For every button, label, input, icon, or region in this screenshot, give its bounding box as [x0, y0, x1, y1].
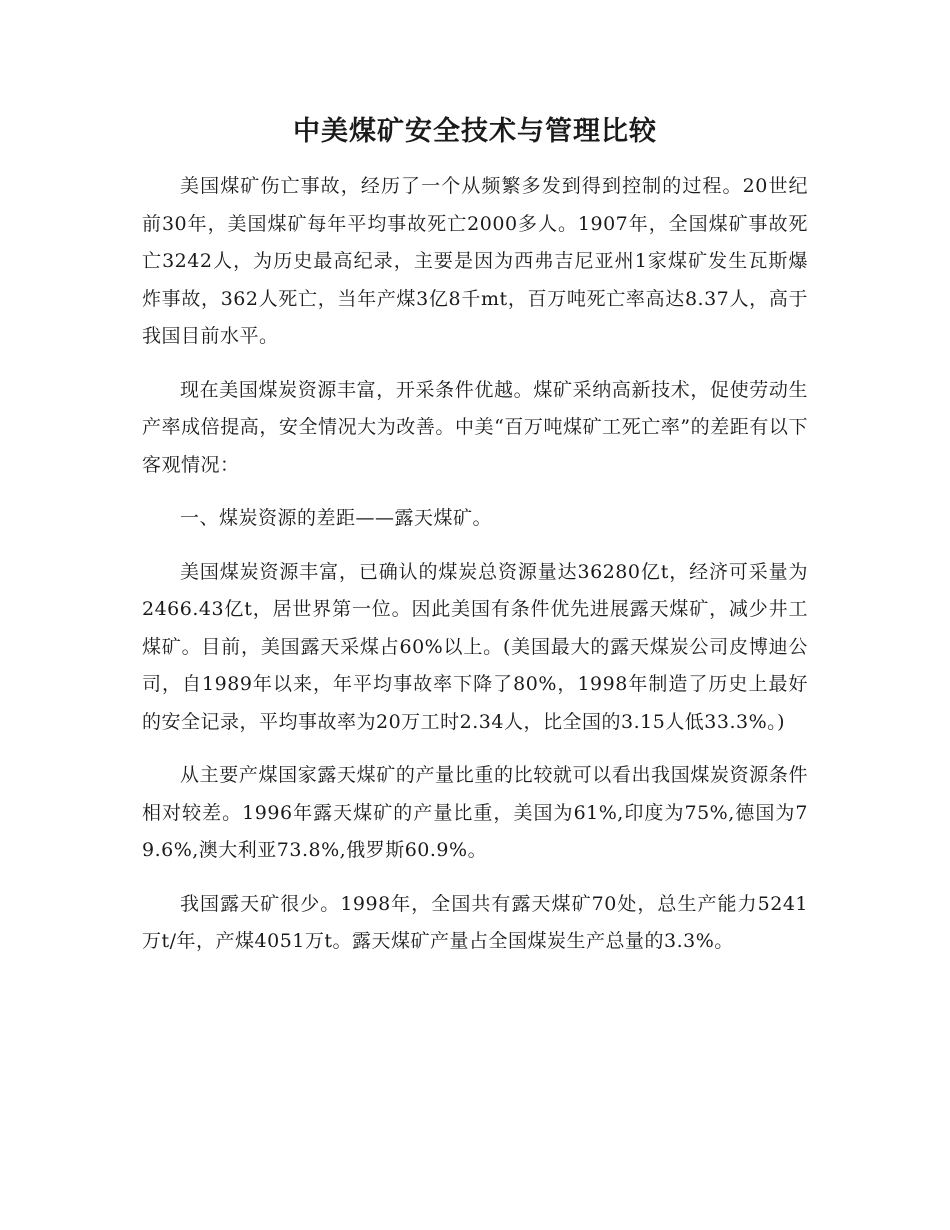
paragraph-us-accident-history: 美国煤矿伤亡事故，经历了一个从频繁多发到得到控制的过程。20世纪前30年，美国煤矿每年平均事故死亡2000多人。1907年，全国煤矿事故死亡3242人，为历史最高纪录，主要是因为西弗吉尼亚州1家煤矿发生瓦斯爆炸事故，362人死亡，当年产煤3亿8千mt，百万吨死亡率高达8.37人，高于我国目前水平。: [142, 175, 808, 347]
document-title: 中美煤矿安全技术与管理比较: [293, 116, 657, 147]
paragraph-china-open-pit: 我国露天矿很少。1998年，全国共有露天煤矿70处，总生产能力5241万t/年，产煤4051万t。露天煤矿产量占全国煤炭生产总量的3.3%。: [142, 892, 808, 952]
document-body: [142, 168, 808, 977]
section-heading-resource-gap: 一、煤炭资源的差距——露天煤矿。: [180, 507, 493, 529]
paragraph-us-coal-resources: 美国煤炭资源丰富，已确认的煤炭总资源量达36280亿t，经济可采量为2466.43亿t，居世界第一位。因此美国有条件优先进展露天煤矿，减少井工煤矿。目前，美国露天采煤占60%以上。(美国最大的露天煤炭公司皮博迪公司，自1989年以来，年平均事故率下降了80%，1998年制造了历史上最好的安全记录，平均事故率为20万工时2.34人，比全国的3.15人低33.3%。): [142, 560, 808, 733]
paragraph-current-situation: 现在美国煤炭资源丰富，开采条件优越。煤矿采纳高新技术，促使劳动生产率成倍提高，安全情况大为改善。中美“百万吨煤矿工死亡率”的差距有以下客观情况：: [142, 378, 808, 476]
paragraph-open-pit-comparison: 从主要产煤国家露天煤矿的产量比重的比较就可以看出我国煤炭资源条件相对较差。1996年露天煤矿的产量比重，美国为61%,印度为75%,德国为79.6%,澳大利亚73.8%,俄罗斯60.9%。: [142, 764, 808, 861]
